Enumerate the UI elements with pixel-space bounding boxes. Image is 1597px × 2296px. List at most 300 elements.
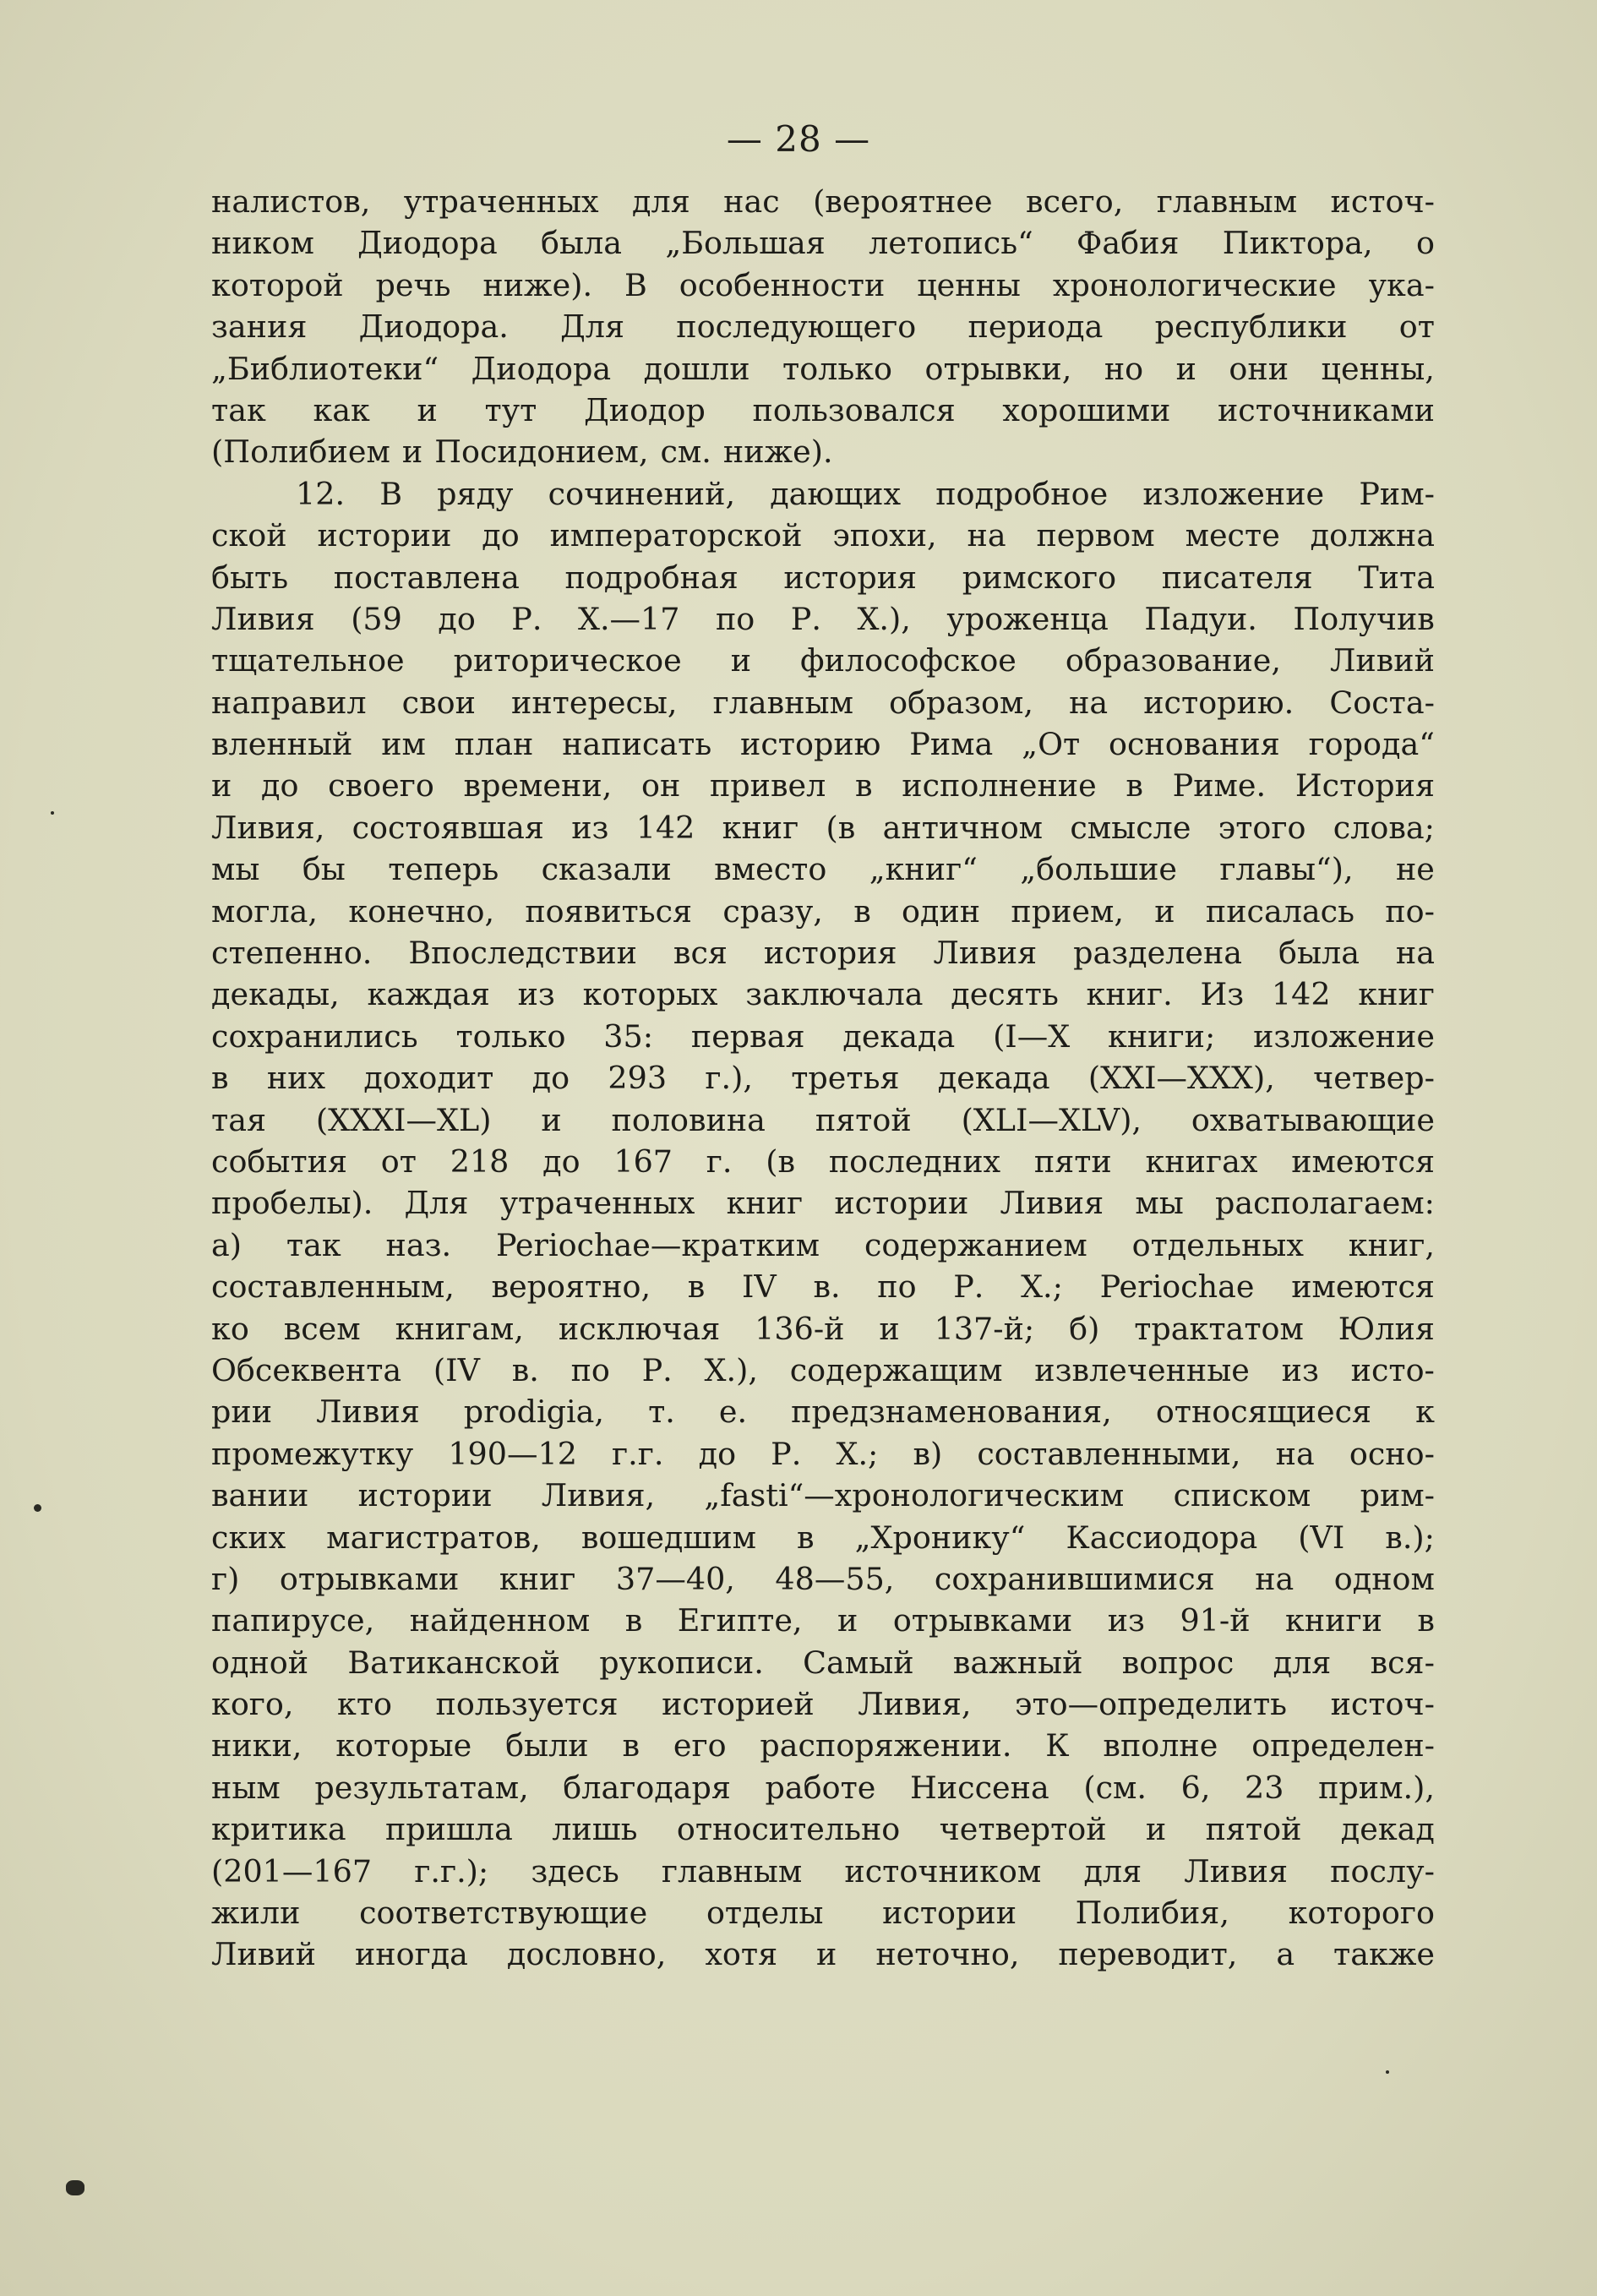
text-line	[211, 222, 1435, 264]
word: четвер-	[1313, 1060, 1435, 1097]
word: содержанием	[864, 1226, 1087, 1263]
text-line	[211, 640, 1435, 681]
word: одной	[211, 1644, 309, 1681]
word: г.),	[705, 1060, 753, 1097]
word: т.	[648, 1393, 675, 1431]
word: Падуи.	[1144, 600, 1257, 637]
word: и	[837, 1602, 858, 1639]
word: нас	[723, 183, 780, 220]
word: них	[266, 1060, 326, 1097]
word: тая	[211, 1101, 266, 1138]
word: источ-	[1330, 183, 1435, 220]
word: осно-	[1349, 1435, 1435, 1472]
word: в	[855, 767, 873, 804]
word: республики	[1154, 308, 1348, 346]
word: 91-й	[1180, 1602, 1251, 1639]
word: 142	[1271, 976, 1331, 1013]
word: б)	[1069, 1310, 1100, 1347]
word: Р.	[953, 1268, 984, 1306]
word: составленными,	[977, 1435, 1241, 1472]
text-line	[211, 1558, 1435, 1600]
word: ниже).	[722, 434, 833, 471]
word: была	[1278, 935, 1360, 972]
word: в	[797, 1519, 815, 1556]
text-line	[211, 1725, 1435, 1766]
word: только	[455, 1017, 566, 1055]
word: им	[381, 726, 426, 763]
word: образование,	[1065, 642, 1281, 679]
word: но	[1104, 350, 1144, 387]
text-line	[211, 1642, 1435, 1683]
word: тщательное	[211, 642, 405, 679]
word: 218	[450, 1143, 510, 1180]
word: античном	[882, 809, 1044, 846]
word: 293	[608, 1060, 668, 1097]
word: Р.	[641, 1351, 673, 1388]
word: „Хронику“	[854, 1519, 1026, 1556]
word: это—определить	[1015, 1686, 1288, 1723]
word: Р.	[771, 1435, 802, 1472]
word: вопрос	[1121, 1644, 1235, 1681]
word: иногда	[354, 1936, 468, 1973]
word: ко	[211, 1310, 249, 1347]
text-line	[211, 1475, 1435, 1516]
word: распоряжении.	[760, 1727, 1012, 1764]
word: к	[1415, 1393, 1435, 1431]
word: главным	[661, 1852, 803, 1890]
word: сказали	[541, 851, 672, 888]
word: 23	[1245, 1769, 1284, 1806]
word: книги;	[1108, 1017, 1216, 1055]
word: ука-	[1368, 266, 1435, 303]
word: (XXXI—XL)	[315, 1101, 492, 1138]
word: мы	[1135, 1185, 1184, 1222]
word: и	[1145, 1811, 1167, 1848]
word: от	[380, 1143, 417, 1180]
word: историю	[740, 726, 881, 763]
word: е.	[718, 1393, 748, 1431]
word: 137-й;	[934, 1310, 1035, 1347]
word: Х.;	[1021, 1268, 1063, 1306]
word: Рима	[909, 726, 994, 763]
text-line	[211, 473, 1435, 515]
word: 35:	[603, 1017, 654, 1055]
word: рии	[211, 1393, 273, 1431]
text-line	[211, 306, 1435, 347]
word: Ливия	[211, 600, 315, 637]
word: изложение	[1142, 475, 1325, 512]
word: кто	[337, 1686, 393, 1723]
word: особенности	[679, 266, 886, 303]
word: Диодора.	[358, 308, 509, 346]
word: источником	[844, 1852, 1042, 1890]
word: Обсеквента	[211, 1351, 402, 1388]
word: результатам,	[314, 1769, 529, 1806]
word: состоявшая	[352, 809, 544, 846]
text-line	[211, 1933, 1435, 1975]
word: 142	[635, 809, 695, 846]
word: императорской	[549, 517, 803, 554]
word: по-	[1385, 892, 1435, 930]
word: должна	[1310, 517, 1435, 554]
word: для	[1083, 1852, 1142, 1890]
word: ценны,	[1321, 350, 1435, 387]
text-line	[211, 390, 1435, 431]
text-line	[211, 431, 1435, 472]
word: подробное	[935, 475, 1109, 512]
word: из	[571, 809, 609, 846]
word: здесь	[531, 1852, 619, 1890]
word: мы	[211, 851, 260, 888]
word: г.	[706, 1143, 733, 1180]
word: декады,	[211, 976, 340, 1013]
text-line	[211, 348, 1435, 390]
word: направил	[211, 684, 367, 721]
word: вместо	[714, 851, 827, 888]
word: которой	[211, 266, 344, 303]
word: Ливия,	[541, 1477, 656, 1514]
text-line	[211, 557, 1435, 598]
word: образом,	[889, 684, 1034, 721]
word: 190—12	[448, 1435, 577, 1472]
word: декада	[937, 1060, 1050, 1097]
word: В	[379, 475, 403, 512]
word: прим.),	[1318, 1769, 1435, 1806]
word: „Библиотеки“	[211, 350, 439, 387]
word: пришла	[384, 1811, 513, 1848]
text-line	[211, 1808, 1435, 1850]
word: кого,	[211, 1686, 294, 1723]
word: „большие	[1020, 851, 1178, 888]
word: до	[542, 1143, 580, 1180]
word: вся-	[1370, 1644, 1435, 1681]
word: только	[782, 350, 893, 387]
word: послу-	[1330, 1852, 1435, 1890]
word: времени,	[463, 767, 613, 804]
text-line	[211, 765, 1435, 806]
word: книг,	[1348, 1226, 1435, 1263]
text-line	[211, 848, 1435, 890]
word: ценны	[917, 266, 1021, 303]
ink-speck	[34, 1504, 41, 1512]
word: отрывками	[892, 1602, 1073, 1639]
text-line	[211, 1182, 1435, 1224]
word: всего,	[1026, 183, 1124, 220]
word: Рим-	[1359, 475, 1435, 512]
word: доходит	[363, 1060, 494, 1097]
word: и	[1154, 892, 1175, 930]
word: ником	[211, 225, 314, 262]
word: дословно,	[506, 1936, 667, 1973]
word: вленный	[211, 726, 353, 763]
word: слова;	[1333, 809, 1435, 846]
text-line	[211, 1099, 1435, 1141]
word: и	[211, 767, 232, 804]
word: а	[1276, 1936, 1295, 1973]
word: Тита	[1358, 559, 1435, 596]
word: важный	[952, 1644, 1083, 1681]
word: в	[1126, 767, 1143, 804]
word: летопись“	[869, 225, 1033, 262]
word: Египте,	[677, 1602, 803, 1639]
word: заключала	[745, 976, 924, 1013]
word: последних	[828, 1143, 1001, 1180]
word: от	[1398, 308, 1435, 346]
word: прием,	[1011, 892, 1125, 930]
word: (XXI—XXX),	[1087, 1060, 1275, 1097]
word: пользовался	[752, 391, 956, 428]
word: В	[624, 266, 647, 303]
word: в.	[813, 1268, 841, 1306]
word: одном	[1333, 1560, 1435, 1597]
word: Впоследствии	[408, 935, 637, 972]
word: интересы,	[511, 684, 678, 721]
word: (I—X	[993, 1017, 1071, 1055]
word: отрывки,	[924, 350, 1072, 387]
word: пятой	[815, 1101, 912, 1138]
word: дошли	[643, 350, 750, 387]
word: рукописи.	[599, 1644, 764, 1681]
word: и	[879, 1310, 900, 1347]
word: см.	[660, 434, 711, 471]
word: в	[622, 1727, 640, 1764]
word: события	[211, 1143, 347, 1180]
word: декад	[1340, 1811, 1435, 1848]
word: магистратов,	[326, 1519, 541, 1556]
word: философское	[800, 642, 1017, 679]
word: трактатом	[1134, 1310, 1304, 1347]
word: в	[624, 1602, 643, 1639]
word: до	[261, 767, 299, 804]
word: (в	[826, 809, 856, 846]
word: речь	[375, 266, 451, 303]
word: на	[1255, 1560, 1294, 1597]
word: первом	[1036, 517, 1155, 554]
word: до	[438, 600, 476, 637]
word: хорошими	[1002, 391, 1171, 428]
word: содержащим	[789, 1351, 1003, 1388]
word: утраченных	[499, 1185, 695, 1222]
text-line	[211, 1433, 1435, 1475]
word: последующего	[676, 308, 917, 346]
word: Х.),	[704, 1351, 758, 1388]
word: (Полибием	[211, 434, 390, 471]
word: своего	[328, 767, 434, 804]
word: Диодора	[357, 225, 498, 262]
word: история	[763, 935, 897, 972]
word: истории	[834, 1185, 969, 1222]
word: 167	[613, 1143, 673, 1180]
word: и	[417, 391, 438, 428]
word: ники,	[211, 1727, 303, 1764]
word: утраченных	[403, 183, 599, 220]
word: периода	[967, 308, 1104, 346]
ink-speck	[66, 2180, 84, 2195]
word: Риме.	[1172, 767, 1267, 804]
word: Кассиодора	[1066, 1519, 1258, 1556]
word: Ливия,	[858, 1686, 972, 1723]
word: третья	[791, 1060, 900, 1097]
word: о	[1415, 225, 1435, 262]
word: Ливия	[316, 1393, 420, 1431]
word: из	[1281, 1351, 1319, 1388]
word: изложение	[1253, 1017, 1435, 1055]
word: промежутку	[211, 1435, 414, 1472]
text-line	[211, 973, 1435, 1015]
word: неточно,	[875, 1936, 1020, 1973]
word: хотя	[705, 1936, 778, 1973]
word: до	[482, 517, 520, 554]
word: была	[541, 225, 623, 262]
word: (59	[351, 600, 402, 637]
word: Ливия	[1184, 1852, 1288, 1890]
text-line	[211, 1057, 1435, 1099]
word: Р.	[511, 600, 542, 637]
text-line	[211, 1266, 1435, 1307]
word: в.);	[1385, 1519, 1435, 1556]
word: разделена	[1073, 935, 1243, 972]
word: в	[853, 892, 871, 930]
word: историей	[662, 1686, 815, 1723]
word: как	[313, 391, 370, 428]
word: 136-й	[755, 1310, 845, 1347]
word: для	[632, 183, 690, 220]
word: римского	[962, 559, 1117, 596]
text-line	[211, 1224, 1435, 1266]
text-line	[211, 1308, 1435, 1350]
word: исполнение	[902, 767, 1097, 804]
word: и	[730, 642, 752, 679]
word: а)	[211, 1226, 243, 1263]
word: определен-	[1251, 1727, 1435, 1764]
word: списком	[1173, 1477, 1311, 1514]
word: в	[211, 1060, 229, 1097]
word: история	[783, 559, 918, 596]
word: извлеченные	[1034, 1351, 1250, 1388]
word: книг	[722, 809, 799, 846]
word: 48—55,	[775, 1560, 895, 1597]
word: книг	[726, 1185, 804, 1222]
word: свои	[401, 684, 476, 721]
word: книги	[1285, 1602, 1382, 1639]
word: жили	[211, 1895, 301, 1932]
word: (см.	[1083, 1769, 1147, 1806]
word: книг	[499, 1560, 576, 1597]
word: которых	[582, 976, 718, 1013]
word: из	[1107, 1602, 1145, 1639]
word: риторическое	[453, 642, 682, 679]
text-line	[211, 598, 1435, 640]
word: месте	[1185, 517, 1280, 554]
word: г.г.);	[414, 1852, 489, 1890]
word: Ливия,	[211, 809, 325, 846]
word: вошедшим	[580, 1519, 757, 1556]
text-line	[211, 181, 1435, 222]
word: основания	[1109, 726, 1280, 763]
text-line	[211, 891, 1435, 932]
word: главы“),	[1219, 851, 1354, 888]
word: Соста-	[1329, 684, 1435, 721]
word: главным	[1156, 183, 1298, 220]
word: на	[1275, 1435, 1315, 1472]
word: отдельных	[1131, 1226, 1304, 1263]
text-line	[211, 682, 1435, 723]
word: один	[902, 892, 981, 930]
word: Посидонием,	[434, 434, 649, 471]
text-line	[211, 1892, 1435, 1933]
word: декада	[842, 1017, 956, 1055]
word: пяти	[1033, 1143, 1112, 1180]
word: эпохи,	[832, 517, 937, 554]
word: г)	[211, 1560, 240, 1597]
word: „Большая	[665, 225, 826, 262]
word: Диодора	[471, 350, 612, 387]
word: ным	[211, 1769, 281, 1806]
word: Из	[1200, 976, 1245, 1013]
word: в	[1417, 1602, 1435, 1639]
word: вполне	[1103, 1727, 1218, 1764]
word: книгах	[1145, 1143, 1258, 1180]
word: переводит,	[1058, 1936, 1238, 1973]
word: Ливий	[211, 1936, 316, 1973]
word: (вероятнее	[813, 183, 993, 220]
text-line	[211, 1350, 1435, 1391]
word: уроженца	[946, 600, 1109, 637]
word: вероятно,	[491, 1268, 651, 1306]
word: Ватиканской	[347, 1644, 560, 1681]
word: работе	[765, 1769, 876, 1806]
word: по	[570, 1351, 610, 1388]
word: смысле	[1070, 809, 1191, 846]
word: которого	[1288, 1895, 1435, 1932]
word: предзнаменования,	[791, 1393, 1112, 1431]
word: составленным,	[211, 1268, 455, 1306]
text-line	[211, 1851, 1435, 1892]
word: он	[640, 767, 681, 804]
word: ряду	[437, 475, 514, 512]
ink-speck	[1386, 2070, 1389, 2074]
word: привел	[709, 767, 826, 804]
word: по	[715, 600, 755, 637]
word: могла,	[211, 892, 319, 930]
word: 6,	[1180, 1769, 1211, 1806]
text-line	[211, 1767, 1435, 1808]
word: налистов,	[211, 183, 371, 220]
word: Ниссена	[910, 1769, 1049, 1806]
page-number: — 28 —	[726, 118, 871, 160]
text-line	[211, 515, 1435, 556]
word: на	[1069, 684, 1109, 721]
word: „От	[1022, 726, 1081, 763]
word: историю.	[1143, 684, 1294, 721]
word: охватывающие	[1191, 1101, 1435, 1138]
word: Фабия	[1076, 225, 1180, 262]
word: книгам,	[395, 1310, 524, 1347]
word: этого	[1218, 809, 1306, 846]
word: Получив	[1293, 600, 1435, 637]
word: так	[211, 391, 266, 428]
word: книг	[1358, 976, 1435, 1013]
ink-speck	[51, 811, 54, 815]
word: до	[531, 1060, 570, 1097]
word: История	[1294, 767, 1435, 804]
word: 37—40,	[615, 1560, 735, 1597]
text-line	[211, 1391, 1435, 1432]
word: теперь	[388, 851, 499, 888]
word: Юлия	[1338, 1310, 1435, 1347]
word: лишь	[552, 1811, 638, 1848]
word: имеются	[1291, 1268, 1435, 1306]
